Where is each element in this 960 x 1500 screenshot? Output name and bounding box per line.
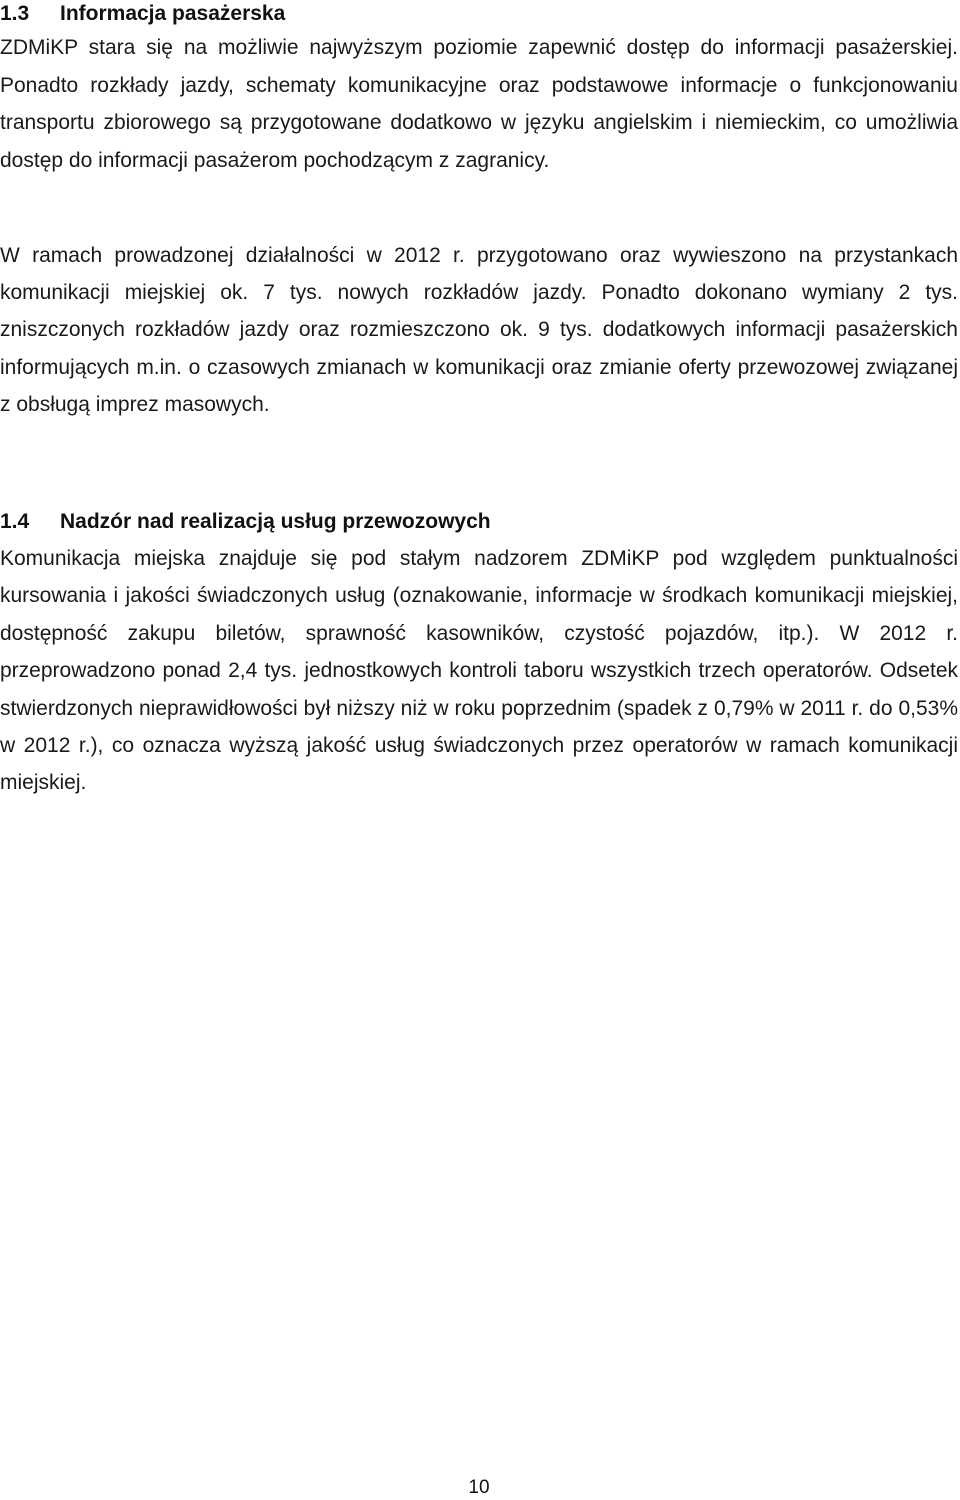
paragraph-service-supervision: Komunikacja miejska znajduje się pod stałym nadzorem ZDMiKP pod względem punktualności kursowania i jakości świadczonych usług (oznakowanie, informacje w środkach komunikacji miejskiej, dostępność zakupu biletów, sprawność kasowników, czystość pojazdów, itp.). W 2012 r. przeprowadzono ponad 2,4 tys. jednostkowych kontroli taboru wszystkich trzech operatorów. Odsetek stwierdzonych nieprawidłowości był niższy niż w roku poprzednim (spadek z 0,79% w 2011 r. do 0,53% w 2012 r.), co oznacza wyższą jakość usług świadczonych przez operatorów w ramach komunikacji miejskiej.: [0, 547, 958, 795]
section-title: Informacja pasażerska: [60, 2, 286, 25]
paragraph-passenger-information-access: ZDMiKP stara się na możliwie najwyższym poziomie zapewnić dostęp do informacji pasażerskiej. Ponadto rozkłady jazdy, schematy komunikacyjne oraz podstawowe informacje o funkcjonowaniu transportu zbiorowego są przygotowane dodatkowo w języku angielskim i niemieckim, co umożliwia dostęp do informacji pasażerom pochodzącym z zagranicy.: [0, 36, 958, 172]
page-number: 10: [468, 1477, 490, 1498]
section-heading-1-3: [0, 0, 285, 28]
section-heading-1-4: [0, 508, 491, 536]
paragraph-timetables-2012: W ramach prowadzonej działalności w 2012 r. przygotowano oraz wywieszono na przystankach komunikacji miejskiej ok. 7 tys. nowych rozkładów jazdy. Ponadto dokonano wymiany 2 tys. zniszczonych rozkładów jazdy oraz rozmieszczono ok. 9 tys. dodatkowych informacji pasażerskich informujących m.in. o czasowych zmianach w komunikacji oraz zmianie oferty przewozowej związanej z obsługą imprez masowych.: [0, 244, 958, 416]
section-number: 1.3: [0, 2, 30, 25]
section-number: 1.4: [0, 510, 30, 533]
section-title: Nadzór nad realizacją usług przewozowych: [60, 510, 491, 533]
